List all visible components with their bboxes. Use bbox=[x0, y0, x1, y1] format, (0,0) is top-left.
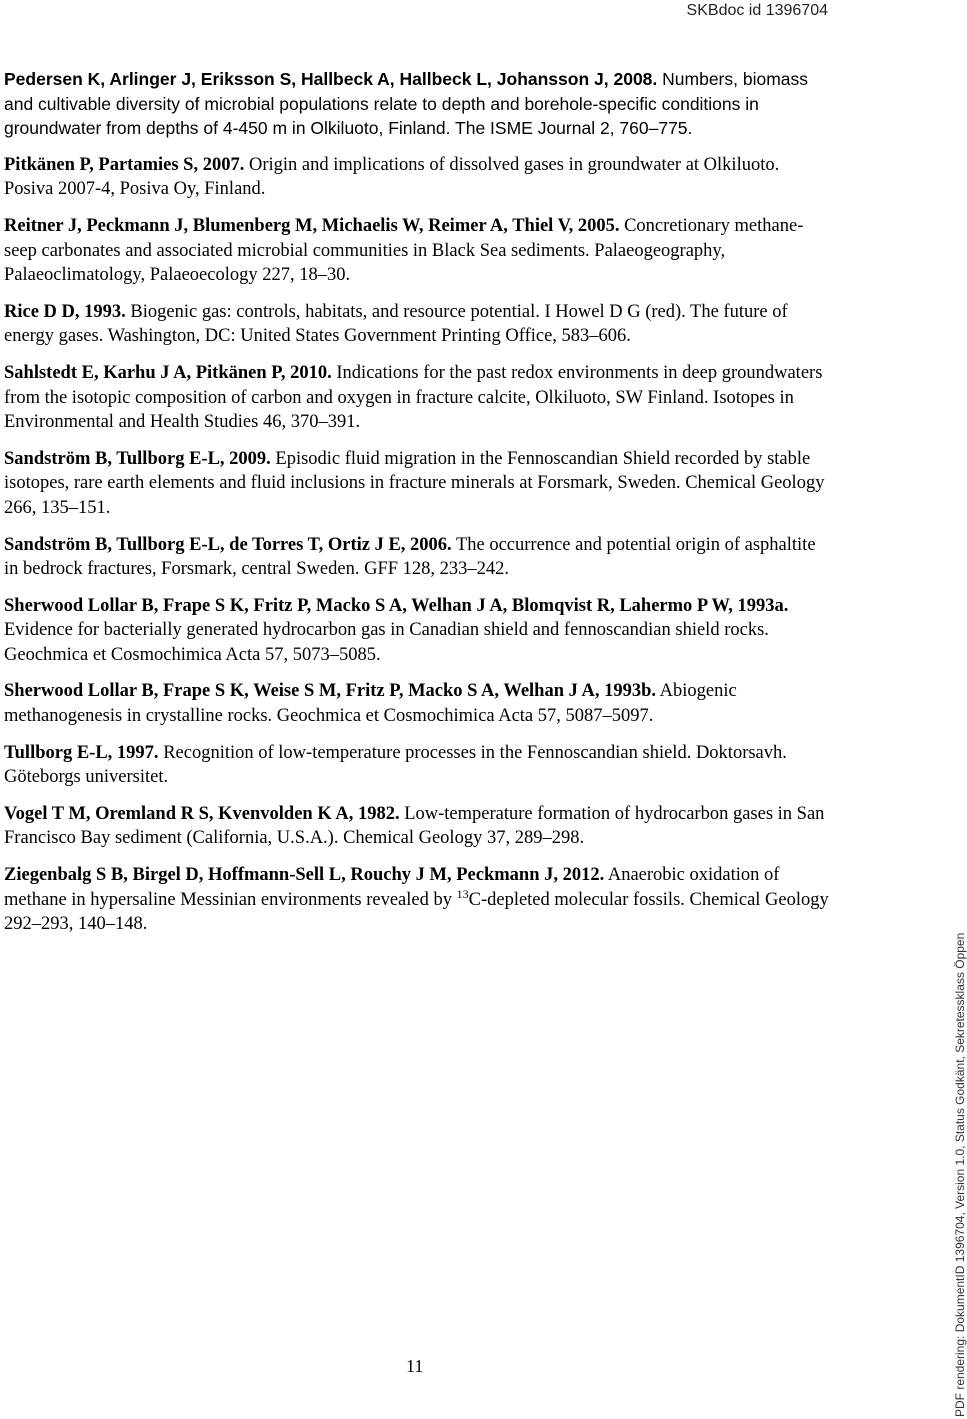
reference-item bbox=[4, 67, 830, 141]
reference-item bbox=[4, 802, 830, 851]
reference-item bbox=[4, 300, 830, 349]
reference-text: Abiogenic methanogenesis in crystalline rocks. Geochmica et Cosmochimica Acta 57, 5087–5097. bbox=[4, 681, 737, 727]
reference-list bbox=[4, 67, 830, 949]
reference-authors: Pedersen K, Arlinger J, Eriksson S, Hallbeck A, Hallbeck L, Johansson J, 2008. bbox=[4, 69, 658, 89]
reference-text: Low-temperature formation of hydrocarbon gases in San Francisco Bay sediment (California, U.S.A.). Chemical Geology 37, 289–298. bbox=[4, 803, 825, 849]
reference-authors: Vogel T M, Oremland R S, Kvenvolden K A, 1982. bbox=[4, 803, 400, 824]
reference-text: The occurrence and potential origin of asphaltite in bedrock fractures, Forsmark, central Sweden. GFF 128, 233–242. bbox=[4, 534, 816, 580]
reference-text: Evidence for bacterially generated hydrocarbon gas in Canadian shield and fennoscandian shield rocks. Geochmica et Cosmochimica Acta 57, 5073–5085. bbox=[4, 620, 769, 665]
reference-authors: Sherwood Lollar B, Frape S K, Weise S M, Fritz P, Macko S A, Welhan J A, 1993b. bbox=[4, 681, 656, 702]
reference-text: Origin and implications of dissolved gases in groundwater at Olkiluoto. Posiva 2007-4, Posiva Oy, Finland. bbox=[4, 154, 780, 200]
reference-item bbox=[4, 594, 830, 668]
reference-item bbox=[4, 741, 830, 790]
reference-authors: Sandström B, Tullborg E-L, 2009. bbox=[4, 448, 271, 469]
page-number: 11 bbox=[406, 1356, 424, 1376]
reference-authors: Sandström B, Tullborg E-L, de Torres T, Ortiz J E, 2006. bbox=[4, 534, 452, 555]
document-status-stamp: PDF rendering: DokumentID 1396704, Version 1.0, Status Godkänt, Sekretessklass Öppen bbox=[953, 932, 967, 1417]
reference-authors: Pitkänen P, Partamies S, 2007. bbox=[4, 154, 245, 175]
reference-text: Anaerobic oxidation of methane in hypersaline Messinian environments revealed by bbox=[4, 865, 780, 910]
document-id-header: SKBdoc id 1396704 bbox=[686, 2, 828, 19]
reference-text: Episodic fluid migration in the Fennoscandian Shield recorded by stable isotopes, rare earth elements and fluid inclusions in fracture minerals at Forsmark, Sweden. Chemical Geology 266, 135–151. bbox=[4, 448, 825, 518]
reference-item bbox=[4, 153, 830, 202]
reference-item bbox=[4, 447, 830, 521]
reference-item bbox=[4, 533, 830, 582]
superscript: 13 bbox=[456, 886, 469, 901]
reference-authors: Rice D D, 1993. bbox=[4, 301, 126, 322]
reference-text: Biogenic gas: controls, habitats, and resource potential. I Howel D G (red). The future of energy gases. Washington, DC: United States Government Printing Office, 583–606. bbox=[4, 301, 788, 347]
reference-text: Concretionary methane-seep carbonates and associated microbial communities in Black Sea sediments. Palaeogeography, Palaeoclimatology, Palaeoecology 227, 18–30. bbox=[4, 215, 804, 286]
reference-authors: Sahlstedt E, Karhu J A, Pitkänen P, 2010. bbox=[4, 362, 332, 383]
reference-item bbox=[4, 863, 830, 937]
reference-item bbox=[4, 679, 830, 728]
reference-text: Indications for the past redox environments in deep groundwaters from the isotopic composition of carbon and oxygen in fracture calcite, Olkiluoto, SW Finland. Isotopes in Environmental and Health Studies 46, 370–391. bbox=[4, 362, 823, 433]
reference-text: Recognition of low-temperature processes in the Fennoscandian shield. Doktorsavh. Göteborgs universitet. bbox=[4, 742, 787, 788]
reference-text: Numbers, biomass and cultivable diversity of microbial populations relate to depth and borehole-specific conditions in groundwater from depths of 4-450 m in Olkiluoto, Finland. The ISME Journal 2, 760–775. bbox=[4, 69, 809, 139]
reference-authors: Sherwood Lollar B, Frape S K, Fritz P, Macko S A, Welhan J A, Blomqvist R, Lahermo P W, 1993a. bbox=[4, 595, 789, 616]
reference-text-continued: C-depleted molecular fossils. Chemical Geology 292–293, 140–148. bbox=[4, 889, 829, 935]
reference-item bbox=[4, 361, 830, 435]
reference-authors: Reitner J, Peckmann J, Blumenberg M, Michaelis W, Reimer A, Thiel V, 2005. bbox=[4, 215, 620, 236]
reference-item bbox=[4, 214, 830, 288]
reference-authors: Ziegenbalg S B, Birgel D, Hoffmann-Sell L, Rouchy J M, Peckmann J, 2012. bbox=[4, 865, 605, 886]
reference-authors: Tullborg E-L, 1997. bbox=[4, 742, 159, 763]
